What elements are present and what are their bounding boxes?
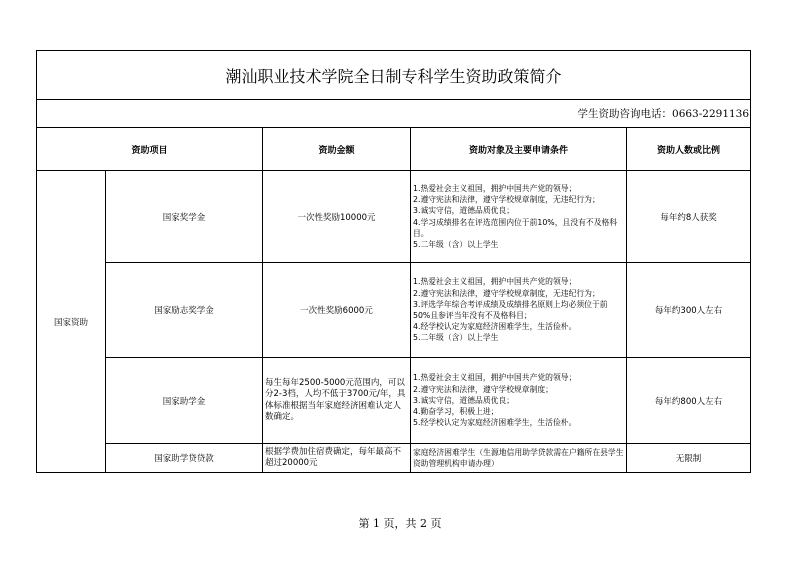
table-header-row xyxy=(37,128,751,171)
condition-line: 5.二年级（含）以上学生 xyxy=(413,239,499,249)
row-name: 国家励志奖学金 xyxy=(106,263,263,358)
page-footer: 第 1 页，共 2 页 xyxy=(358,517,442,530)
condition-line: 5.二年级（含）以上学生 xyxy=(413,333,499,343)
condition-line: 2.遵守宪法和法律，遵守学校规章制度； xyxy=(413,384,553,394)
header-project: 资助项目 xyxy=(37,128,263,171)
condition-line: 3.诚实守信，道德品质优良； xyxy=(413,395,515,405)
condition-line: 5.经学校认定为家庭经济困难学生，生活俭朴。 xyxy=(413,418,577,428)
table-row xyxy=(37,171,751,263)
row-amount: 根据学费加住宿费确定，每年最高不超过20000元 xyxy=(263,444,411,473)
row-name: 国家助学金 xyxy=(106,358,263,444)
header-count: 资助人数或比例 xyxy=(627,128,751,171)
row-conditions xyxy=(411,444,627,473)
row-count: 无限制 xyxy=(627,444,751,473)
condition-line: 4.勤奋学习，积极上进； xyxy=(413,407,499,417)
table-row xyxy=(37,444,751,473)
row-name: 国家助学贷贷款 xyxy=(106,444,263,473)
condition-line: 1.热爱社会主义祖国，拥护中国共产党的领导； xyxy=(413,183,577,193)
policy-table xyxy=(36,50,751,473)
row-name: 国家奖学金 xyxy=(106,171,263,263)
row-count: 每年约800人左右 xyxy=(627,358,751,444)
row-count: 每年约8人获奖 xyxy=(627,171,751,263)
condition-line: 3.诚实守信，道德品质优良； xyxy=(413,206,515,216)
condition-line: 1.热爱社会主义祖国，拥护中国共产党的领导； xyxy=(413,277,577,287)
header-conditions: 资助对象及主要申请条件 xyxy=(411,128,627,171)
contact-phone: 学生资助咨询电话：0663-2291136 xyxy=(37,100,751,128)
condition-line: 4.经学校认定为家庭经济困难学生，生活俭朴。 xyxy=(413,322,577,332)
condition-line: 3.评选学年综合考评成绩及成绩排名原则上均必须位于前50%且参评当年没有不及格科目； xyxy=(413,299,608,320)
condition-line: 2.遵守宪法和法律，遵守学校规章制度，无违纪行为； xyxy=(413,195,600,205)
row-amount: 每生每年2500-5000元范围内，可以分2-3档，人均不低于3700元/年，具体标准根据当年家庭经济困难认定人数确定。 xyxy=(263,358,411,444)
page-title: 潮汕职业技术学院全日制专科学生资助政策简介 xyxy=(37,51,751,100)
condition-line: 4.学习成绩排名在评选范围内位于前10%，且没有不及格科目。 xyxy=(413,217,618,238)
condition-line: 1.热爱社会主义祖国，拥护中国共产党的领导； xyxy=(413,373,577,383)
row-count: 每年约300人左右 xyxy=(627,263,751,358)
table-row xyxy=(37,263,751,358)
row-conditions xyxy=(411,358,627,444)
row-conditions xyxy=(411,263,627,358)
policy-sheet xyxy=(36,50,750,473)
condition-line: 家庭经济困难学生（生源地信用助学贷款需在户籍所在县学生资助管理机构申请办理） xyxy=(413,447,624,468)
category-cell: 国家资助 xyxy=(37,171,106,473)
table-row xyxy=(37,358,751,444)
condition-line: 2.遵守宪法和法律，遵守学校规章制度，无违纪行为； xyxy=(413,288,600,298)
row-amount: 一次性奖励6000元 xyxy=(263,263,411,358)
row-conditions xyxy=(411,171,627,263)
row-amount: 一次性奖励10000元 xyxy=(263,171,411,263)
header-amount: 资助金额 xyxy=(263,128,411,171)
